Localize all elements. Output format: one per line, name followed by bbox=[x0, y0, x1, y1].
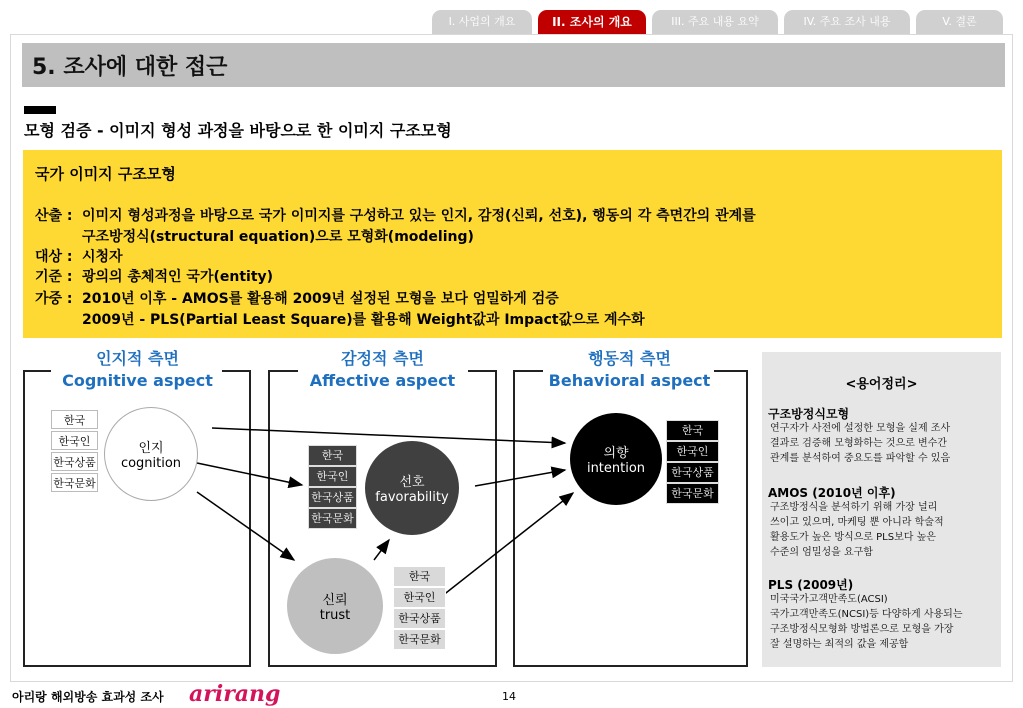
affective-title-kr: 감정적 측면 bbox=[341, 349, 424, 368]
intention-node bbox=[570, 413, 662, 505]
tab-main-results[interactable]: IV. 주요 조사 내용 bbox=[784, 10, 910, 34]
glossary-amos-line-3: 활용도가 높은 방식으로 PLS보다 높은 bbox=[770, 532, 936, 543]
page-title: 5. 조사에 대한 접근 bbox=[32, 55, 228, 80]
glossary-amos-line-4: 수준의 엄밀성을 요구함 bbox=[770, 547, 873, 558]
arrow-trust-favorability bbox=[374, 540, 389, 560]
intention-indicator-korea: 한국 bbox=[666, 420, 719, 441]
cognition-indicator-products: 한국상품 bbox=[51, 452, 98, 471]
row-text-criterion: 광의의 총체적인 국가(entity) bbox=[82, 269, 274, 285]
trust-label-en: trust bbox=[319, 608, 351, 623]
arrow-favorability-intention bbox=[475, 470, 565, 486]
intention-label-en: intention bbox=[586, 461, 646, 476]
behavioral-title-en: Behavioral aspect bbox=[548, 371, 711, 390]
cognition-node bbox=[104, 407, 198, 501]
row-label-target: 대상 : bbox=[35, 249, 73, 265]
trust-indicator-products: 한국상품 bbox=[393, 608, 446, 629]
glossary-pls-line-1: 미국국가고객만족도(ACSI) bbox=[770, 594, 888, 605]
cognition-label-kr: 인지 bbox=[138, 441, 164, 456]
trust-indicator-korea: 한국 bbox=[393, 566, 446, 587]
row-text-output-2: 구조방정식(structural equation)으로 모형화(modeling) bbox=[82, 229, 474, 245]
affective-title-en: Affective aspect bbox=[309, 371, 456, 390]
subtitle: 모형 검증 - 이미지 형성 과정을 바탕으로 한 이미지 구조모형 bbox=[24, 121, 452, 140]
trust-indicator-culture: 한국문화 bbox=[393, 629, 446, 650]
cognition-label-en: cognition bbox=[120, 456, 182, 471]
glossary-sem-line-3: 관계를 분석하여 중요도를 파악할 수 있음 bbox=[770, 453, 951, 464]
glossary-amos-line-2: 쓰이고 있으며, 마케팅 뿐 아니라 학술적 bbox=[770, 517, 944, 528]
favorability-label-en: favorability bbox=[375, 490, 449, 505]
glossary-pls-line-3: 구조방정식모형화 방법론으로 모형을 가장 bbox=[770, 624, 954, 635]
favorability-indicator-culture: 한국문화 bbox=[308, 508, 357, 529]
footer-title: 아리랑 해외방송 효과성 조사 bbox=[12, 690, 164, 704]
glossary-pls-title: PLS (2009년) bbox=[768, 578, 854, 592]
row-label-criterion: 기준 : bbox=[35, 269, 73, 285]
glossary-sem-line-2: 결과로 검증해 모형화하는 것으로 변수간 bbox=[770, 438, 947, 449]
arrow-cognition-trust bbox=[197, 492, 294, 560]
glossary-pls-line-4: 잘 설명하는 최적의 값을 제공함 bbox=[770, 639, 909, 650]
glossary-pls-line-2: 국가고객만족도(NCSI)등 다양하게 사용되는 bbox=[770, 609, 963, 620]
arrow-trust-intention bbox=[437, 493, 573, 600]
tab-conclusion[interactable]: V. 결론 bbox=[916, 10, 1003, 34]
glossary-amos-line-1: 구조방정식을 분석하기 위해 가장 널리 bbox=[770, 502, 938, 513]
row-text-weighting-1: 2010년 이후 - AMOS를 활용해 2009년 설정된 모형을 보다 엄밀하게 검증 bbox=[82, 291, 559, 307]
cognition-indicator-korea: 한국 bbox=[51, 410, 98, 429]
intention-label-kr: 의향 bbox=[603, 446, 629, 461]
glossary-title: <용어정리> bbox=[845, 377, 918, 392]
intention-indicator-products: 한국상품 bbox=[666, 462, 719, 483]
arrow-cognition-favorability bbox=[197, 463, 302, 485]
cognition-indicator-koreans: 한국인 bbox=[51, 431, 98, 450]
cognitive-title-en: Cognitive aspect bbox=[62, 371, 213, 390]
favorability-indicator-korea: 한국 bbox=[308, 445, 357, 466]
favorability-node bbox=[365, 441, 459, 535]
tab-business-overview[interactable]: I. 사업의 개요 bbox=[432, 10, 532, 34]
trust-indicator-koreans: 한국인 bbox=[393, 587, 446, 608]
trust-node bbox=[287, 558, 383, 654]
row-label-weighting: 가중 : bbox=[35, 291, 73, 307]
glossary-sem-title: 구조방정식모형 bbox=[768, 407, 850, 421]
favorability-indicator-products: 한국상품 bbox=[308, 487, 357, 508]
tab-summary[interactable]: III. 주요 내용 요약 bbox=[652, 10, 778, 34]
page-number: 14 bbox=[502, 690, 516, 703]
tab-survey-overview[interactable]: II. 조사의 개요 bbox=[538, 10, 646, 34]
row-text-weighting-2: 2009년 - PLS(Partial Least Square)를 활용해 Weight값과 Impact값으로 계수화 bbox=[82, 312, 645, 328]
cognition-indicator-culture: 한국문화 bbox=[51, 473, 98, 492]
glossary-sem-line-1: 연구자가 사전에 설정한 모형을 실제 조사 bbox=[770, 423, 951, 434]
favorability-indicator-koreans: 한국인 bbox=[308, 466, 357, 487]
glossary-amos-title: AMOS (2010년 이후) bbox=[768, 486, 896, 500]
behavioral-title-kr: 행동적 측면 bbox=[588, 349, 671, 368]
arrow-cognition-intention bbox=[212, 428, 565, 443]
row-label-output: 산출 : bbox=[35, 208, 73, 224]
cognitive-title-kr: 인지적 측면 bbox=[96, 349, 179, 368]
favorability-label-kr: 선호 bbox=[399, 475, 425, 490]
trust-label-kr: 신뢰 bbox=[322, 593, 348, 608]
intention-indicator-culture: 한국문화 bbox=[666, 483, 719, 504]
model-description-title: 국가 이미지 구조모형 bbox=[35, 165, 176, 183]
row-text-output-1: 이미지 형성과정을 바탕으로 국가 이미지를 구성하고 있는 인지, 감정(신뢰, 선호), 행동의 각 측면간의 관계를 bbox=[82, 208, 756, 224]
intention-indicator-koreans: 한국인 bbox=[666, 441, 719, 462]
row-text-target: 시청자 bbox=[82, 249, 123, 265]
arirang-logo: arirang bbox=[189, 681, 281, 707]
